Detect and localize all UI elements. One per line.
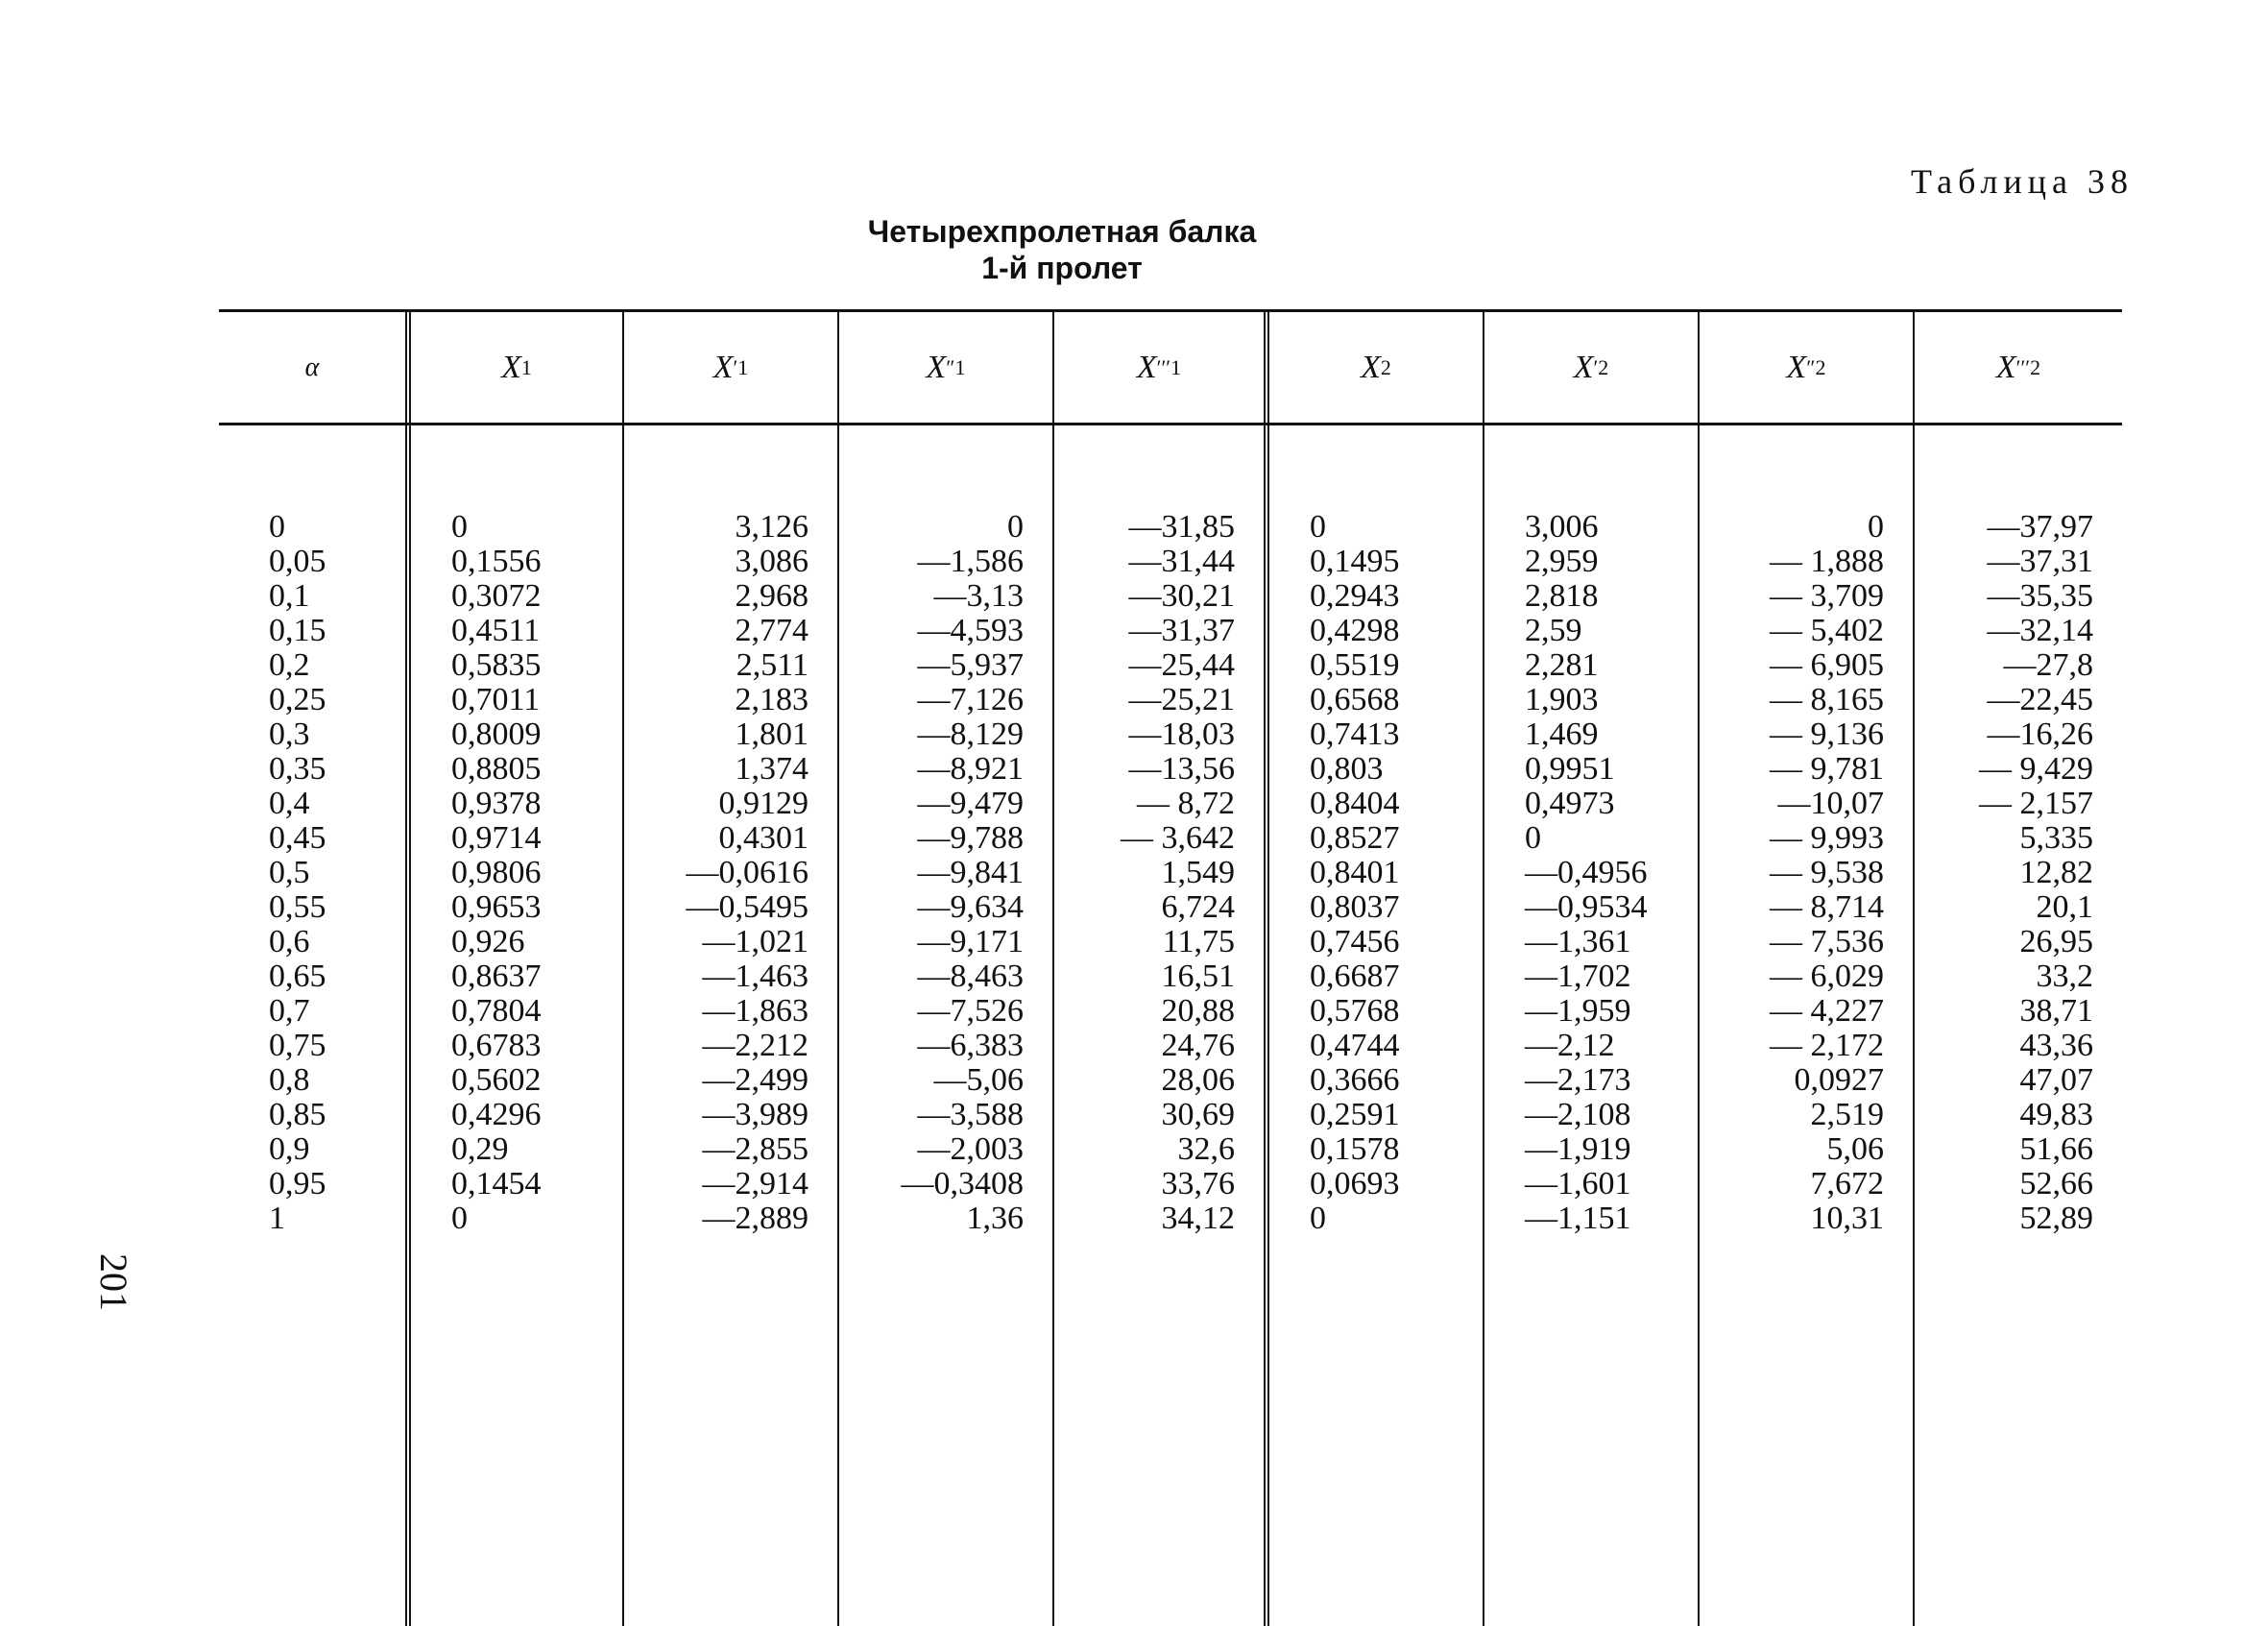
table-cell: 0,35 — [269, 751, 326, 787]
table-cell: —3,13 — [933, 578, 1024, 614]
column-x2-prime — [1484, 425, 1700, 1626]
table-cell: 0,85 — [269, 1097, 326, 1132]
table-cell: 0,4298 — [1310, 613, 1400, 648]
table-cell: 0,4296 — [451, 1097, 542, 1132]
table-cell: — 5,402 — [1770, 613, 1884, 648]
table-cell: 0 — [451, 1201, 468, 1236]
table-cell: 1 — [269, 1201, 285, 1236]
table-cell: —30,21 — [1128, 578, 1235, 614]
table-cell: 52,66 — [2019, 1166, 2093, 1201]
table-cell: 33,2 — [2036, 959, 2093, 994]
table-cell: —2,855 — [702, 1131, 808, 1167]
table-cell: —8,921 — [917, 751, 1024, 787]
table-cell: 0,2943 — [1310, 578, 1400, 614]
table-cell: 3,086 — [735, 544, 808, 579]
table-cell: 0,3072 — [451, 578, 542, 614]
table-cell: 0 — [1310, 1201, 1326, 1236]
table-cell: 0,1 — [269, 578, 310, 614]
table-cell: 43,36 — [2019, 1028, 2093, 1063]
table-cell: 0,4744 — [1310, 1028, 1400, 1063]
table-cell: —0,4956 — [1525, 855, 1648, 890]
table-cell: 0,4301 — [718, 820, 808, 856]
table-cell: —1,601 — [1525, 1166, 1631, 1201]
table-cell: 0,9378 — [451, 786, 542, 821]
table-cell: 51,66 — [2019, 1131, 2093, 1167]
table-cell: —35,35 — [1987, 578, 2093, 614]
table-cell: 1,374 — [735, 751, 808, 787]
table-cell: — 1,888 — [1770, 544, 1884, 579]
table-cell: 0,4973 — [1525, 786, 1615, 821]
table-cell: 5,06 — [1826, 1131, 1884, 1167]
table-cell: 0,4 — [269, 786, 310, 821]
table-cell: 26,95 — [2019, 924, 2093, 959]
table-cell: 0,6687 — [1310, 959, 1400, 994]
table-cell: 0,5768 — [1310, 993, 1400, 1029]
table-title — [0, 213, 2268, 286]
table-cell: 0,803 — [1310, 751, 1384, 787]
table-cell: — 7,536 — [1770, 924, 1884, 959]
header-x2-prime: X ′ 2 — [1484, 312, 1700, 423]
table-number-label: Таблица 38 — [1911, 162, 2134, 201]
table-cell: —25,21 — [1128, 682, 1235, 717]
table-cell: 0,15 — [269, 613, 326, 648]
table-cell: —18,03 — [1128, 716, 1235, 752]
table-cell: 0,5 — [269, 855, 310, 890]
table-cell: 52,89 — [2019, 1201, 2093, 1236]
table-cell: —3,989 — [702, 1097, 808, 1132]
header-x1-triple-prime: X ′′′ 1 — [1054, 312, 1269, 423]
table-cell: —2,003 — [917, 1131, 1024, 1167]
table-cell: —31,85 — [1128, 509, 1235, 545]
table-cell: 2,968 — [735, 578, 808, 614]
header-x2-double-prime: X ″ 2 — [1700, 312, 1915, 423]
table-cell: 0,45 — [269, 820, 326, 856]
column-cells — [1269, 510, 1483, 1236]
table-cell: 0,8805 — [451, 751, 542, 787]
table-cell: 0,8401 — [1310, 855, 1400, 890]
table-cell: — 9,429 — [1979, 751, 2093, 787]
table-header-row — [219, 312, 2122, 423]
table-cell: 2,281 — [1525, 647, 1599, 683]
table-cell: —2,212 — [702, 1028, 808, 1063]
table-cell: 32,6 — [1177, 1131, 1235, 1167]
table-cell: 30,69 — [1161, 1097, 1235, 1132]
table-cell: 2,959 — [1525, 544, 1599, 579]
table-cell: 5,335 — [2019, 820, 2093, 856]
header-x1-double-prime: X ″ 1 — [839, 312, 1054, 423]
table-cell: —6,383 — [917, 1028, 1024, 1063]
table-cell: 0,9951 — [1525, 751, 1615, 787]
table-cell: 0,3 — [269, 716, 310, 752]
table-cell: —3,588 — [917, 1097, 1024, 1132]
column-cells — [219, 510, 405, 1236]
header-x2: X 2 — [1269, 312, 1484, 423]
column-x1-double-prime — [839, 425, 1054, 1626]
table-cell: 0,8 — [269, 1062, 310, 1098]
table-cell: 0,9 — [269, 1131, 310, 1167]
table-cell: 20,1 — [2036, 889, 2093, 925]
table-cell: —2,12 — [1525, 1028, 1615, 1063]
table-cell: —5,06 — [933, 1062, 1024, 1098]
table-cell: 2,818 — [1525, 578, 1599, 614]
table-cell: 0,7804 — [451, 993, 542, 1029]
column-cells — [624, 510, 837, 1236]
table-cell: —7,526 — [917, 993, 1024, 1029]
column-cells — [1700, 510, 1913, 1236]
table-cell: —0,3408 — [901, 1166, 1024, 1201]
table-cell: 0,9806 — [451, 855, 542, 890]
table-cell: 0,926 — [451, 924, 525, 959]
table-cell: 0,5602 — [451, 1062, 542, 1098]
table-cell: — 9,993 — [1770, 820, 1884, 856]
title-line-2: 1-й пролет — [981, 251, 1143, 285]
table-cell: 10,31 — [1810, 1201, 1884, 1236]
table-cell: 2,183 — [735, 682, 808, 717]
table-cell: 0,7 — [269, 993, 310, 1029]
table-cell: 0,1495 — [1310, 544, 1400, 579]
table-cell: —2,108 — [1525, 1097, 1631, 1132]
header-alpha: α — [219, 312, 411, 423]
table-cell: — 8,165 — [1770, 682, 1884, 717]
table-cell: 0 — [1868, 509, 1884, 545]
table-cell: 2,511 — [736, 647, 808, 683]
table-cell: —37,97 — [1987, 509, 2093, 545]
table-cell: —1,586 — [917, 544, 1024, 579]
table-cell: — 3,642 — [1121, 820, 1235, 856]
page-number: 201 — [92, 1253, 135, 1311]
table-cell: 0 — [269, 509, 285, 545]
table-cell: 1,36 — [966, 1201, 1024, 1236]
column-alpha — [219, 425, 411, 1626]
table-cell: 1,549 — [1161, 855, 1235, 890]
column-x1-prime — [624, 425, 839, 1626]
table-cell: 0,05 — [269, 544, 326, 579]
table-cell: — 9,136 — [1770, 716, 1884, 752]
table-cell: 33,76 — [1161, 1166, 1235, 1201]
table-cell: 1,801 — [735, 716, 808, 752]
table-cell: 0,95 — [269, 1166, 326, 1201]
table-body — [219, 425, 2122, 1626]
table-cell: 0,4511 — [451, 613, 541, 648]
table-cell: 0,0927 — [1794, 1062, 1884, 1098]
table-cell: —1,463 — [702, 959, 808, 994]
table-cell: — 6,029 — [1770, 959, 1884, 994]
table-cell: 0,1454 — [451, 1166, 542, 1201]
table-cell: 16,51 — [1161, 959, 1235, 994]
table-cell: 49,83 — [2019, 1097, 2093, 1132]
table-cell: 1,469 — [1525, 716, 1599, 752]
table-cell: —2,173 — [1525, 1062, 1631, 1098]
table-cell: —37,31 — [1987, 544, 2093, 579]
table-cell: 0,25 — [269, 682, 326, 717]
table-cell: —4,593 — [917, 613, 1024, 648]
table-cell: 11,75 — [1162, 924, 1235, 959]
table-cell: 0,0693 — [1310, 1166, 1400, 1201]
header-x2-triple-prime: X ′′′ 2 — [1995, 349, 2041, 385]
column-cells — [1484, 510, 1698, 1236]
table-cell: — 2,172 — [1770, 1028, 1884, 1063]
table-cell: — 3,709 — [1770, 578, 1884, 614]
table-cell: 0,1556 — [451, 544, 542, 579]
table-cell: —25,44 — [1128, 647, 1235, 683]
table-cell: 0,3666 — [1310, 1062, 1400, 1098]
column-x2-double-prime — [1700, 425, 1915, 1626]
table-cell: —2,889 — [702, 1201, 808, 1236]
table-cell: —9,479 — [917, 786, 1024, 821]
column-cells — [1054, 510, 1264, 1236]
table-cell: 2,519 — [1810, 1097, 1884, 1132]
table-cell: 1,903 — [1525, 682, 1599, 717]
table-cell: —10,07 — [1777, 786, 1884, 821]
table-cell: —13,56 — [1128, 751, 1235, 787]
table-cell: 0,8037 — [1310, 889, 1400, 925]
table-cell: 0,65 — [269, 959, 326, 994]
table-cell: 7,672 — [1810, 1166, 1884, 1201]
table-cell: —1,863 — [702, 993, 808, 1029]
table-cell: —31,44 — [1128, 544, 1235, 579]
table-cell: 0,8637 — [451, 959, 542, 994]
table-cell: —27,8 — [2003, 647, 2093, 683]
table-cell: 0,8527 — [1310, 820, 1400, 856]
column-x2-triple-prime — [1915, 425, 2122, 1626]
table-cell: —31,37 — [1128, 613, 1235, 648]
table-cell: —2,914 — [702, 1166, 808, 1201]
table-cell: —22,45 — [1987, 682, 2093, 717]
table-cell: — 8,72 — [1137, 786, 1235, 821]
table-cell: —1,021 — [702, 924, 808, 959]
title-line-1: Четырехпролетная балка — [867, 214, 1257, 249]
table-cell: 0,6568 — [1310, 682, 1400, 717]
table-cell: 0,6783 — [451, 1028, 542, 1063]
table-cell: 0 — [1310, 509, 1326, 545]
column-cells — [1915, 510, 2122, 1236]
table-cell: 3,126 — [735, 509, 808, 545]
table-cell: 0,7456 — [1310, 924, 1400, 959]
table-cell: 0 — [1007, 509, 1024, 545]
table-cell: 2,774 — [735, 613, 808, 648]
table-cell: 0,8009 — [451, 716, 542, 752]
column-x1-triple-prime — [1054, 425, 1269, 1626]
table-cell: —32,14 — [1987, 613, 2093, 648]
table-cell: —0,9534 — [1525, 889, 1648, 925]
header-x1: X 1 — [411, 312, 624, 423]
table-cell: —0,5495 — [686, 889, 808, 925]
header-x1-prime: X ′ 1 — [624, 312, 839, 423]
table-cell: 0,2591 — [1310, 1097, 1400, 1132]
table-cell: —9,171 — [917, 924, 1024, 959]
table-cell: 38,71 — [2019, 993, 2093, 1029]
table-cell: 20,88 — [1161, 993, 1235, 1029]
column-x2 — [1269, 425, 1484, 1626]
table-cell: — 2,157 — [1979, 786, 2093, 821]
table-cell: —5,937 — [917, 647, 1024, 683]
table-cell: —2,499 — [702, 1062, 808, 1098]
table-cell: —1,702 — [1525, 959, 1631, 994]
table-cell: 0,9129 — [718, 786, 808, 821]
table-cell: —9,788 — [917, 820, 1024, 856]
table-cell: —1,919 — [1525, 1131, 1631, 1167]
table-cell: —0,0616 — [686, 855, 808, 890]
table-cell: 6,724 — [1161, 889, 1235, 925]
table-cell: —1,151 — [1525, 1201, 1631, 1236]
table-cell: 0,9714 — [451, 820, 542, 856]
table-cell: —7,126 — [917, 682, 1024, 717]
table-cell: 34,12 — [1161, 1201, 1235, 1236]
table-cell: 0 — [1525, 820, 1541, 856]
table-cell: 0,75 — [269, 1028, 326, 1063]
table-cell: —9,841 — [917, 855, 1024, 890]
table-cell: 0,9653 — [451, 889, 542, 925]
table-cell: 0,6 — [269, 924, 310, 959]
table-cell: — 4,227 — [1770, 993, 1884, 1029]
table-cell: —16,26 — [1987, 716, 2093, 752]
table-cell: — 8,714 — [1770, 889, 1884, 925]
table-cell: —1,361 — [1525, 924, 1631, 959]
column-cells — [839, 510, 1052, 1236]
table-cell: 0 — [451, 509, 468, 545]
table-cell: 0,29 — [451, 1131, 509, 1167]
table-cell: 47,07 — [2019, 1062, 2093, 1098]
table-cell: —8,463 — [917, 959, 1024, 994]
table-cell: — 9,538 — [1770, 855, 1884, 890]
table-cell: 0,1578 — [1310, 1131, 1400, 1167]
column-cells — [411, 510, 622, 1236]
table-cell: 24,76 — [1161, 1028, 1235, 1063]
table-cell: —8,129 — [917, 716, 1024, 752]
table-cell: —1,959 — [1525, 993, 1631, 1029]
table-cell: —9,634 — [917, 889, 1024, 925]
table-cell: 0,5835 — [451, 647, 542, 683]
table-cell: 0,7413 — [1310, 716, 1400, 752]
table-cell: 0,2 — [269, 647, 310, 683]
table-cell: 0,8404 — [1310, 786, 1400, 821]
table-cell: 12,82 — [2019, 855, 2093, 890]
table-cell: 3,006 — [1525, 509, 1599, 545]
table-cell: 28,06 — [1161, 1062, 1235, 1098]
table-cell: — 6,905 — [1770, 647, 1884, 683]
column-x1 — [411, 425, 624, 1626]
table-cell: 0,55 — [269, 889, 326, 925]
table-cell: — 9,781 — [1770, 751, 1884, 787]
table-cell: 0,5519 — [1310, 647, 1400, 683]
table-cell: 0,7011 — [451, 682, 541, 717]
table-cell: 2,59 — [1525, 613, 1582, 648]
